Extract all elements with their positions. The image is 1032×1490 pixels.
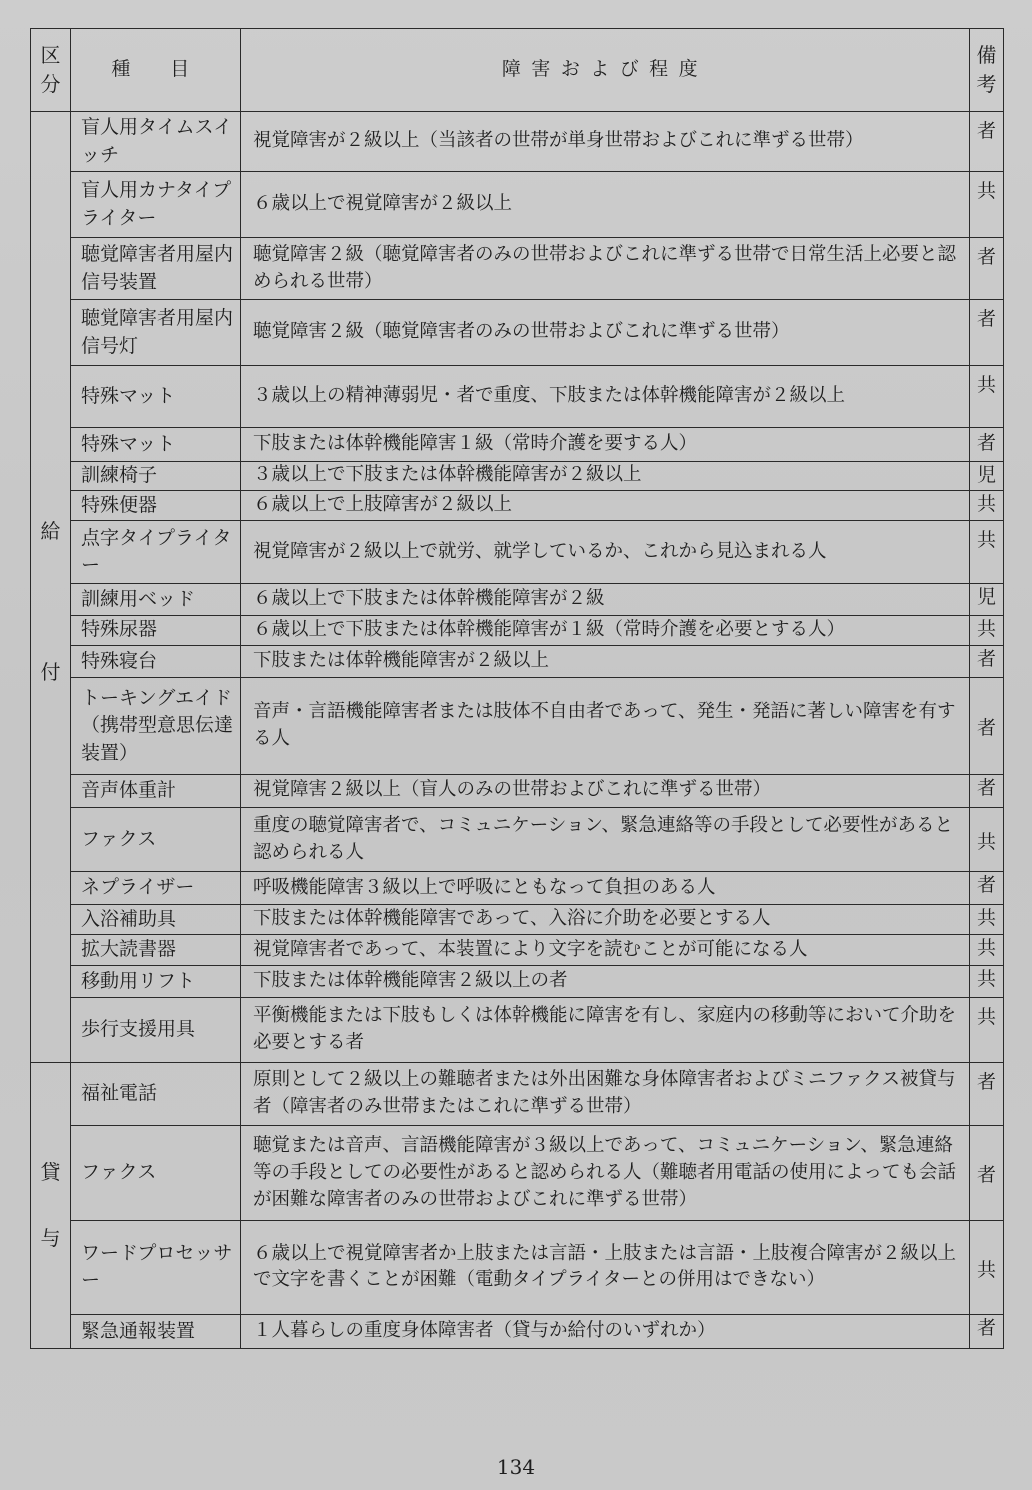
- item-name: 盲人用カナタイプライター: [71, 172, 241, 237]
- item-note: [970, 1314, 1004, 1348]
- table-row: [31, 678, 1004, 775]
- table-row: [31, 461, 1004, 490]
- note-text: 共: [976, 180, 996, 203]
- table-row: [31, 584, 1004, 615]
- header-bikou: [970, 29, 1004, 112]
- item-name: 移動用リフト: [71, 966, 241, 998]
- item-description: ６歳以上で視覚障害が２級以上: [241, 172, 970, 237]
- item-description: ６歳以上で視覚障害者か上肢または言語・上肢または言語・上肢複合障害が２級以上で文字を書くことが困難（電動タイプライターとの併用はできない）: [241, 1221, 970, 1315]
- item-note: [970, 904, 1004, 934]
- table-row: [31, 998, 1004, 1063]
- note-text: 共: [976, 1006, 996, 1029]
- section-taiyo: [31, 1063, 71, 1349]
- item-name: ネプライザー: [71, 872, 241, 904]
- note-text: 者: [976, 647, 996, 670]
- note-text: 共: [976, 617, 996, 640]
- section-kyufu: [31, 112, 71, 1063]
- item-name: 特殊寝台: [71, 645, 241, 677]
- table-row: [31, 112, 1004, 172]
- item-name: 緊急通報装置: [71, 1314, 241, 1348]
- item-name: 聴覚障害者用屋内信号灯: [71, 300, 241, 365]
- table-row: [31, 615, 1004, 645]
- item-name: 特殊マット: [71, 428, 241, 461]
- table-row: [31, 1063, 1004, 1126]
- item-description: 下肢または体幹機能障害が２級以上: [241, 645, 970, 677]
- item-name: ワードプロセッサー: [71, 1221, 241, 1315]
- table-row: [31, 520, 1004, 583]
- item-name: 音声体重計: [71, 774, 241, 807]
- table-row: [31, 966, 1004, 998]
- note-text: 者: [976, 874, 996, 897]
- table-row: [31, 490, 1004, 520]
- item-description: 視覚障害が２級以上で就労、就学しているか、これから見込まれる人: [241, 520, 970, 583]
- note-text: 共: [976, 1258, 996, 1281]
- item-description: 視覚障害２級以上（盲人のみの世帯およびこれに準ずる世帯）: [241, 774, 970, 807]
- item-name: ファクス: [71, 1126, 241, 1221]
- item-note: [970, 237, 1004, 299]
- note-text: 共: [976, 528, 996, 551]
- note-text: 者: [976, 776, 996, 799]
- table-row: [31, 1221, 1004, 1315]
- item-description: 視覚障害者であって、本装置により文字を読むことが可能になる人: [241, 934, 970, 965]
- item-name: 歩行支援用具: [71, 998, 241, 1063]
- table-row: [31, 774, 1004, 807]
- item-description: 下肢または体幹機能障害であって、入浴に介助を必要とする人: [241, 904, 970, 934]
- note-text: 者: [976, 308, 996, 331]
- table-row: [31, 300, 1004, 365]
- item-note: [970, 808, 1004, 872]
- table-row: [31, 237, 1004, 299]
- section-taiyo-char2: 与: [40, 1226, 61, 1251]
- table-row: [31, 365, 1004, 427]
- note-text: 者: [976, 1164, 996, 1187]
- note-text: 者: [976, 120, 996, 142]
- table-row: [31, 645, 1004, 677]
- item-description: 重度の聴覚障害者で、コミュニケーション、緊急連絡等の手段として必要性があると認められる人: [241, 808, 970, 872]
- table-row: [31, 172, 1004, 237]
- note-text: 児: [976, 586, 996, 609]
- note-text: 児: [976, 463, 996, 486]
- item-note: [970, 678, 1004, 775]
- item-name: 訓練椅子: [71, 461, 241, 490]
- item-name: 聴覚障害者用屋内信号装置: [71, 237, 241, 299]
- page-number: 134: [496, 1455, 536, 1479]
- item-description: ６歳以上で上肢障害が２級以上: [241, 490, 970, 520]
- table-row: [31, 934, 1004, 965]
- section-taiyo-char1: 貸: [40, 1159, 61, 1184]
- item-name: 点字タイプライター: [71, 520, 241, 583]
- item-name: 拡大読書器: [71, 934, 241, 965]
- table-row: [31, 428, 1004, 461]
- note-text: 共: [976, 906, 996, 929]
- note-text: 共: [976, 830, 996, 853]
- item-description: 聴覚または音声、言語機能障害が３級以上であって、コミュニケーション、緊急連絡等の手段としての必要性があると認められる人（難聴者用電話の使用によっても会話が困難な障害者のみの世帯およびこれに準ずる世帯）: [241, 1126, 970, 1221]
- item-description: 聴覚障害２級（聴覚障害者のみの世帯およびこれに準ずる世帯で日常生活上必要と認められる世帯）: [241, 237, 970, 299]
- table-row: [31, 1126, 1004, 1221]
- item-note: [970, 461, 1004, 490]
- item-description: ３歳以上の精神薄弱児・者で重度、下肢または体幹機能障害が２級以上: [241, 365, 970, 427]
- item-description: 下肢または体幹機能障害２級以上の者: [241, 966, 970, 998]
- header-shumoku: 種 目: [71, 29, 241, 112]
- header-bikou-2: 考: [976, 72, 997, 96]
- item-name: 盲人用タイムスイッチ: [71, 112, 241, 172]
- note-text: 共: [976, 936, 996, 959]
- item-name: ファクス: [71, 808, 241, 872]
- item-note: [970, 934, 1004, 965]
- header-kubun-1: 区: [40, 43, 61, 67]
- note-text: 者: [976, 1316, 996, 1339]
- item-note: [970, 1063, 1004, 1126]
- table-row: [31, 1314, 1004, 1348]
- item-description: 音声・言語機能障害者または肢体不自由者であって、発生・発語に著しい障害を有する人: [241, 678, 970, 775]
- section-kyufu-char2: 付: [40, 660, 61, 685]
- item-name: 福祉電話: [71, 1063, 241, 1126]
- item-description: ６歳以上で下肢または体幹機能障害が２級: [241, 584, 970, 615]
- note-text: 共: [976, 373, 996, 396]
- item-description: ３歳以上で下肢または体幹機能障害が２級以上: [241, 461, 970, 490]
- note-text: 者: [976, 432, 996, 455]
- item-description: 原則として２級以上の難聴者または外出困難な身体障害者およびミニファクス被貸与者（障害者のみ世帯またはこれに準ずる世帯）: [241, 1063, 970, 1126]
- item-name: 訓練用ベッド: [71, 584, 241, 615]
- item-note: [970, 172, 1004, 237]
- table-header-row: [31, 29, 1004, 112]
- header-bikou-1: 備: [976, 43, 997, 67]
- item-note: [970, 774, 1004, 807]
- item-description: 下肢または体幹機能障害１級（常時介護を要する人）: [241, 428, 970, 461]
- item-description: 呼吸機能障害３級以上で呼吸にともなって負担のある人: [241, 872, 970, 904]
- item-note: [970, 584, 1004, 615]
- item-note: [970, 365, 1004, 427]
- item-note: [970, 645, 1004, 677]
- item-description: １人暮らしの重度身体障害者（貸与か給付のいずれか）: [241, 1314, 970, 1348]
- item-name: トーキングエイド（携帯型意思伝達装置）: [71, 678, 241, 775]
- table-row: [31, 872, 1004, 904]
- note-text: 者: [976, 717, 996, 740]
- item-note: [970, 300, 1004, 365]
- note-text: 共: [976, 492, 996, 515]
- note-text: 共: [976, 968, 996, 991]
- item-name: 入浴補助具: [71, 904, 241, 934]
- section-kyufu-char1: 給: [40, 518, 61, 543]
- note-text: 者: [976, 1071, 996, 1093]
- item-note: [970, 490, 1004, 520]
- item-description: 聴覚障害２級（聴覚障害者のみの世帯およびこれに準ずる世帯）: [241, 300, 970, 365]
- item-note: [970, 615, 1004, 645]
- item-note: [970, 520, 1004, 583]
- header-kubun-2: 分: [40, 72, 61, 96]
- item-note: [970, 1221, 1004, 1315]
- item-description: 平衡機能または下肢もしくは体幹機能に障害を有し、家庭内の移動等において介助を必要とする者: [241, 998, 970, 1063]
- item-note: [970, 112, 1004, 172]
- item-note: [970, 1126, 1004, 1221]
- item-name: 特殊尿器: [71, 615, 241, 645]
- item-note: [970, 872, 1004, 904]
- item-description: ６歳以上で下肢または体幹機能障害が１級（常時介護を必要とする人）: [241, 615, 970, 645]
- item-description: 視覚障害が２級以上（当該者の世帯が単身世帯およびこれに準ずる世帯）: [241, 112, 970, 172]
- note-text: 者: [976, 245, 996, 268]
- equipment-table: [30, 28, 1004, 1349]
- item-note: [970, 966, 1004, 998]
- item-note: [970, 998, 1004, 1063]
- table-row: [31, 904, 1004, 934]
- table-row: [31, 808, 1004, 872]
- header-kubun: [31, 29, 71, 112]
- item-name: 特殊便器: [71, 490, 241, 520]
- item-note: [970, 428, 1004, 461]
- header-teido: 障害および程度: [241, 29, 970, 112]
- item-name: 特殊マット: [71, 365, 241, 427]
